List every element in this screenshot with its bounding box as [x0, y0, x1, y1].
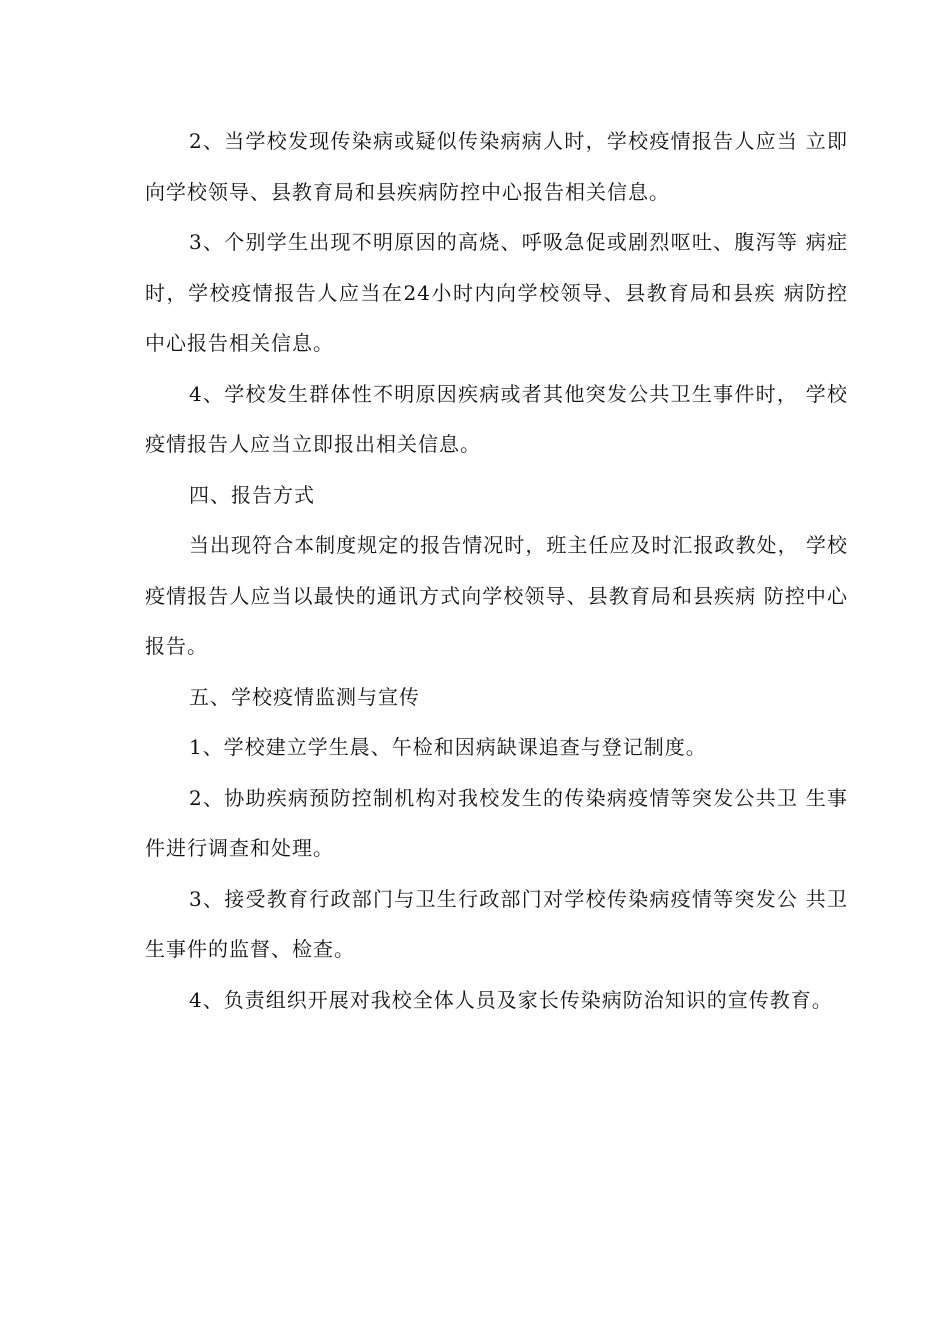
paragraph-report-unexplained-symptoms: 3、个别学生出现不明原因的高烧、呼吸急促或剧烈呕吐、腹泻等 病症时，学校疫情报告人应当在24小时内向学校领导、县教育局和县疾 病防控中心报告相关信息。	[145, 230, 848, 355]
paragraph-report-method: 当出现符合本制度规定的报告情况时，班主任应及时汇报政教处， 学校疫情报告人应当以最快的通讯方式向学校领导、县教育局和县疾病 防控中心报告。	[145, 533, 848, 658]
paragraph-health-education: 4、负责组织开展对我校全体人员及家长传染病防治知识的宣传教育。	[189, 987, 833, 1012]
document-body	[145, 116, 848, 1025]
paragraph-report-suspected-case: 2、当学校发现传染病或疑似传染病病人时，学校疫情报告人应当 立即向学校领导、县教育局和县疾病防控中心报告相关信息。	[145, 129, 848, 204]
paragraph-assist-cdc: 2、协助疾病预防控制机构对我校发生的传染病疫情等突发公共卫 生事件进行调查和处理。	[145, 785, 848, 860]
paragraph-report-group-events: 4、学校发生群体性不明原因疾病或者其他突发公共卫生事件时， 学校疫情报告人应当立即报出相关信息。	[145, 381, 848, 456]
section-heading-monitoring-publicity: 五、学校疫情监测与宣传	[189, 684, 420, 709]
paragraph-morning-noon-checks: 1、学校建立学生晨、午检和因病缺课追查与登记制度。	[189, 735, 707, 759]
section-heading-report-method: 四、报告方式	[189, 482, 315, 507]
paragraph-accept-supervision: 3、接受教育行政部门与卫生行政部门对学校传染病疫情等突发公 共卫生事件的监督、检查。	[145, 886, 848, 961]
